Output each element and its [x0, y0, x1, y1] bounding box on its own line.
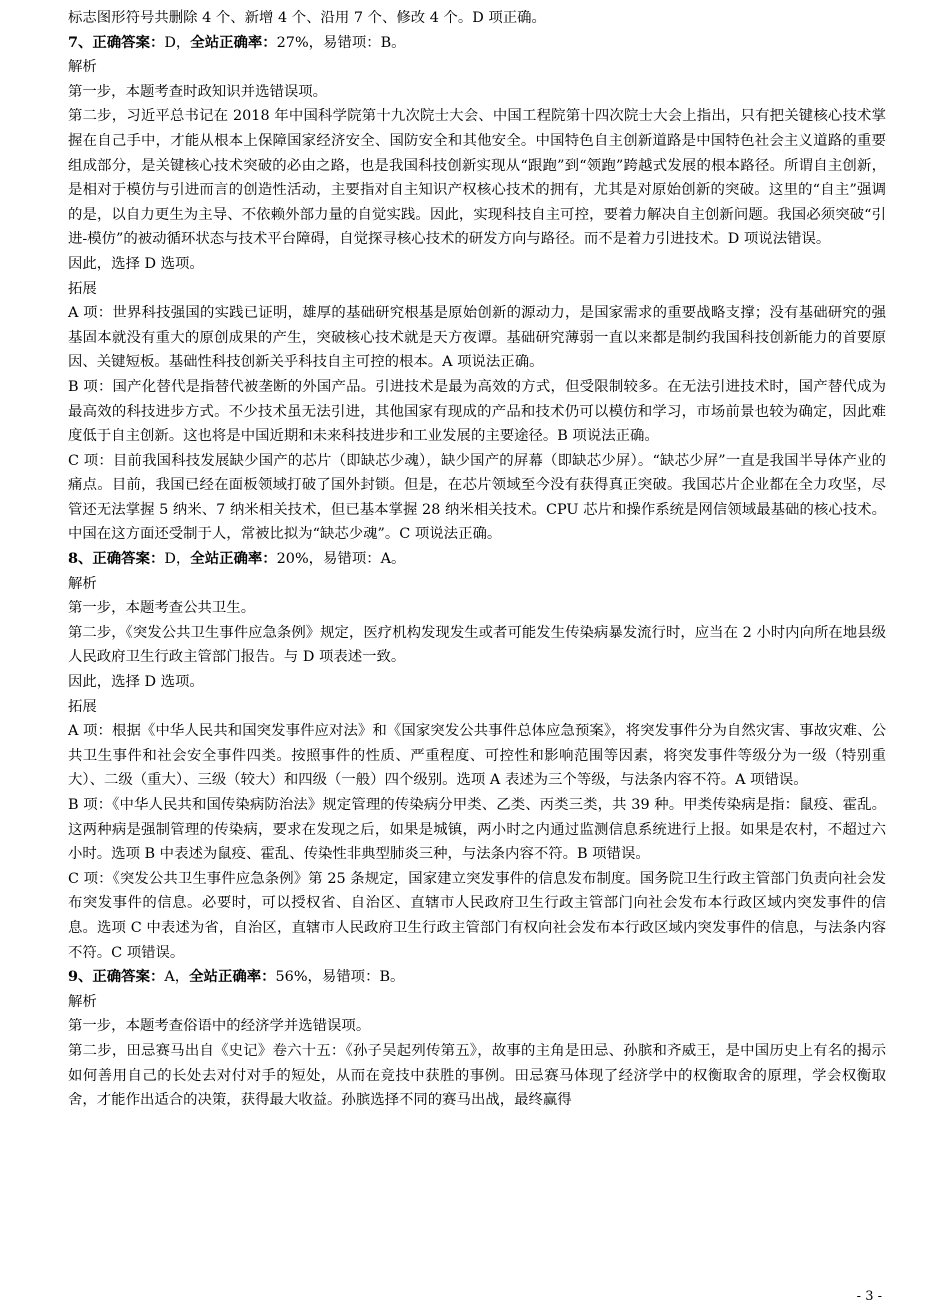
- q7-analysis-conclusion: 因此，选择 D 选项。: [68, 255, 204, 272]
- intro-line: 标志图形符号共删除 4 个、新增 4 个、沿用 7 个、修改 4 个。D 项正确。: [68, 10, 546, 26]
- q7-answer-value: D，: [164, 34, 191, 51]
- q7-analysis-step2: 第二步，习近平总书记在 2018 年中国科学院第十九次院士大会、中国工程院第十四次院士大会上指出，只有把关键核心技术掌握在自己手中，才能从根本上保障国家经济安全、国防安全和其他安全。中国特色自主创新道路是中国特色社会主义道路的重要组成部分，是关键核心技术突破的必由之路，也是我国科技创新实现从“跟跑”到“领跑”跨越式发展的根本路径。所谓自主创新，是相对于模仿与引进而言的创造性活动，主要指对自主知识产权核心技术的拥有，尤其是对原始创新的突破。这里的“自主”强调的是，以自力更生为主导、不依赖外部力量的自觉实践。因此，实现科技自主可控，要着力解决自主创新问题。我国必须突破“引进-模仿”的被动循环状态与技术平台障碍，自觉探寻核心技术的研发方向与路径。而不是着力引进技术。D 项说法错误。: [68, 108, 886, 248]
- q8-analysis-step1: 第一步，本题考查公共卫生。: [68, 600, 256, 617]
- q7-extension-a: A 项：世界科技强国的实践已证明，雄厚的基础研究根基是原始创新的源动力，是国家需求的重要战略支撑；没有基础研究的强基固本就没有重大的原创成果的产生，突破核心技术就是天方夜谭。基础研究薄弱一直以来都是制约我国科技创新能力的首要原因、关键短板。基础性科技创新关乎科技自主可控的根本。A 项说法正确。: [68, 305, 886, 371]
- q9-rate-value: 56%，易错项：B。: [275, 969, 405, 986]
- q8-rate-title: 全站正确率：: [190, 550, 277, 568]
- page-number: - 3 -: [856, 1289, 882, 1304]
- q8-extension-label: 拓展: [68, 698, 97, 715]
- q7-rate-value: 27%，易错项：B。: [276, 34, 406, 51]
- q9-answer-line: [68, 965, 886, 990]
- q9-analysis-step2: 第二步，田忌赛马出自《史记》卷六十五：《孙子吴起列传第五》，故事的主角是田忌、孙膑和齐威王，是中国历史上有名的揭示如何善用自己的长处去对付对手的短处，从而在竞技中获胜的事例。田忌赛马体现了经济学中的权衡取舍的原理，学会权衡取舍，才能作出适合的决策，获得最大收益。孙膑选择不同的赛马出战，最终赢得: [68, 1042, 886, 1109]
- document-body: [68, 6, 886, 1113]
- q7-extension-b: B 项：国产化替代是指替代被垄断的外国产品。引进技术是最为高效的方式，但受限制较多。在无法引进技术时，国产替代成为最高效的科技进步方式。不少技术虽无法引进，其他国家有现成的产品和技术仍可以模仿和学习，市场前景也较为确定，因此难度低于自主创新。这也将是中国近期和未来科技进步和工业发展的主要途径。B 项说法正确。: [68, 378, 886, 445]
- q8-analysis-conclusion: 因此，选择 D 选项。: [68, 674, 204, 691]
- q7-analysis-step1: 第一步，本题考查时政知识并选错误项。: [68, 83, 328, 100]
- q8-answer-line: [68, 547, 886, 572]
- q7-extension-label: 拓展: [68, 280, 97, 297]
- q7-analysis-label: 解析: [68, 59, 97, 76]
- q9-analysis-step1: 第一步，本题考查俗语中的经济学并选错误项。: [68, 1018, 371, 1035]
- q7-answer-line: [68, 31, 886, 56]
- q8-answer-title: 8、正确答案：: [68, 550, 165, 568]
- q7-extension-c: C 项：目前我国科技发展缺少国产的芯片（即缺芯少魂），缺少国产的屏幕（即缺芯少屏）。“缺芯少屏”一直是我国半导体产业的痛点。目前，我国已经在面板领域打破了国外封锁。但是，在芯片领域至今没有获得真正突破。我国芯片企业都在全力攻坚，尽管还无法掌握 5 纳米、7 纳米相关技术，但已基本掌握 28 纳米相关技术。CPU 芯片和操作系统是网信领域最基础的核心技术。中国在这方面还受制于人，常被比拟为“缺芯少魂”。C 项说法正确。: [68, 452, 886, 543]
- q9-analysis-label: 解析: [68, 993, 97, 1010]
- q7-rate-title: 全站正确率：: [190, 33, 277, 51]
- q8-rate-value: 20%，易错项：A。: [276, 551, 406, 568]
- q8-extension-c: C 项：《突发公共卫生事件应急条例》第 25 条规定，国家建立突发事件的信息发布制度。国务院卫生行政主管部门负责向社会发布突发事件的信息。必要时，可以授权省、自治区、直辖市人民政府卫生行政主管部门向社会发布本行政区域内突发事件的信息。选项 C 中表述为省，自治区，直辖市人民政府卫生行政主管部门有权向社会发布本行政区域内突发事件的信息，与法条内容不符。C 项错误。: [68, 870, 886, 961]
- q8-analysis-step2: 第二步，《突发公共卫生事件应急条例》规定，医疗机构发现发生或者可能发生传染病暴发流行时，应当在 2 小时内向所在地县级人民政府卫生行政主管部门报告。与 D 项表述一致。: [68, 624, 886, 666]
- q7-answer-title: 7、正确答案：: [68, 33, 165, 51]
- q9-answer-value: A，: [164, 969, 190, 986]
- q9-rate-title: 全站正确率：: [189, 968, 276, 986]
- q8-answer-value: D，: [164, 551, 191, 568]
- q8-analysis-label: 解析: [68, 575, 97, 592]
- q8-extension-b: B 项：《中华人民共和国传染病防治法》规定管理的传染病分甲类、乙类、丙类三类，共 39 种。甲类传染病是指：鼠疫、霍乱。这两种病是强制管理的传染病，要求在发现之后，如果是城镇，两小时之内通过监测信息系统进行上报。如果是农村，不超过六小时。选项 B 中表述为鼠疫、霍乱、传染性非典型肺炎三种，与法条内容不符。B 项错误。: [68, 797, 886, 863]
- q9-answer-title: 9、正确答案：: [68, 968, 165, 986]
- q8-extension-a: A 项：根据《中华人民共和国突发事件应对法》和《国家突发公共事件总体应急预案》，将突发事件分为自然灾害、事故灾难、公共卫生事件和社会安全事件四类。按照事件的性质、严重程度、可控性和影响范围等因素，将突发事件等级分为一级（特别重大）、二级（重大）、三级（较大）和四级（一般）四个级别。选项 A 表述为三个等级，与法条内容不符。A 项错误。: [68, 723, 886, 789]
